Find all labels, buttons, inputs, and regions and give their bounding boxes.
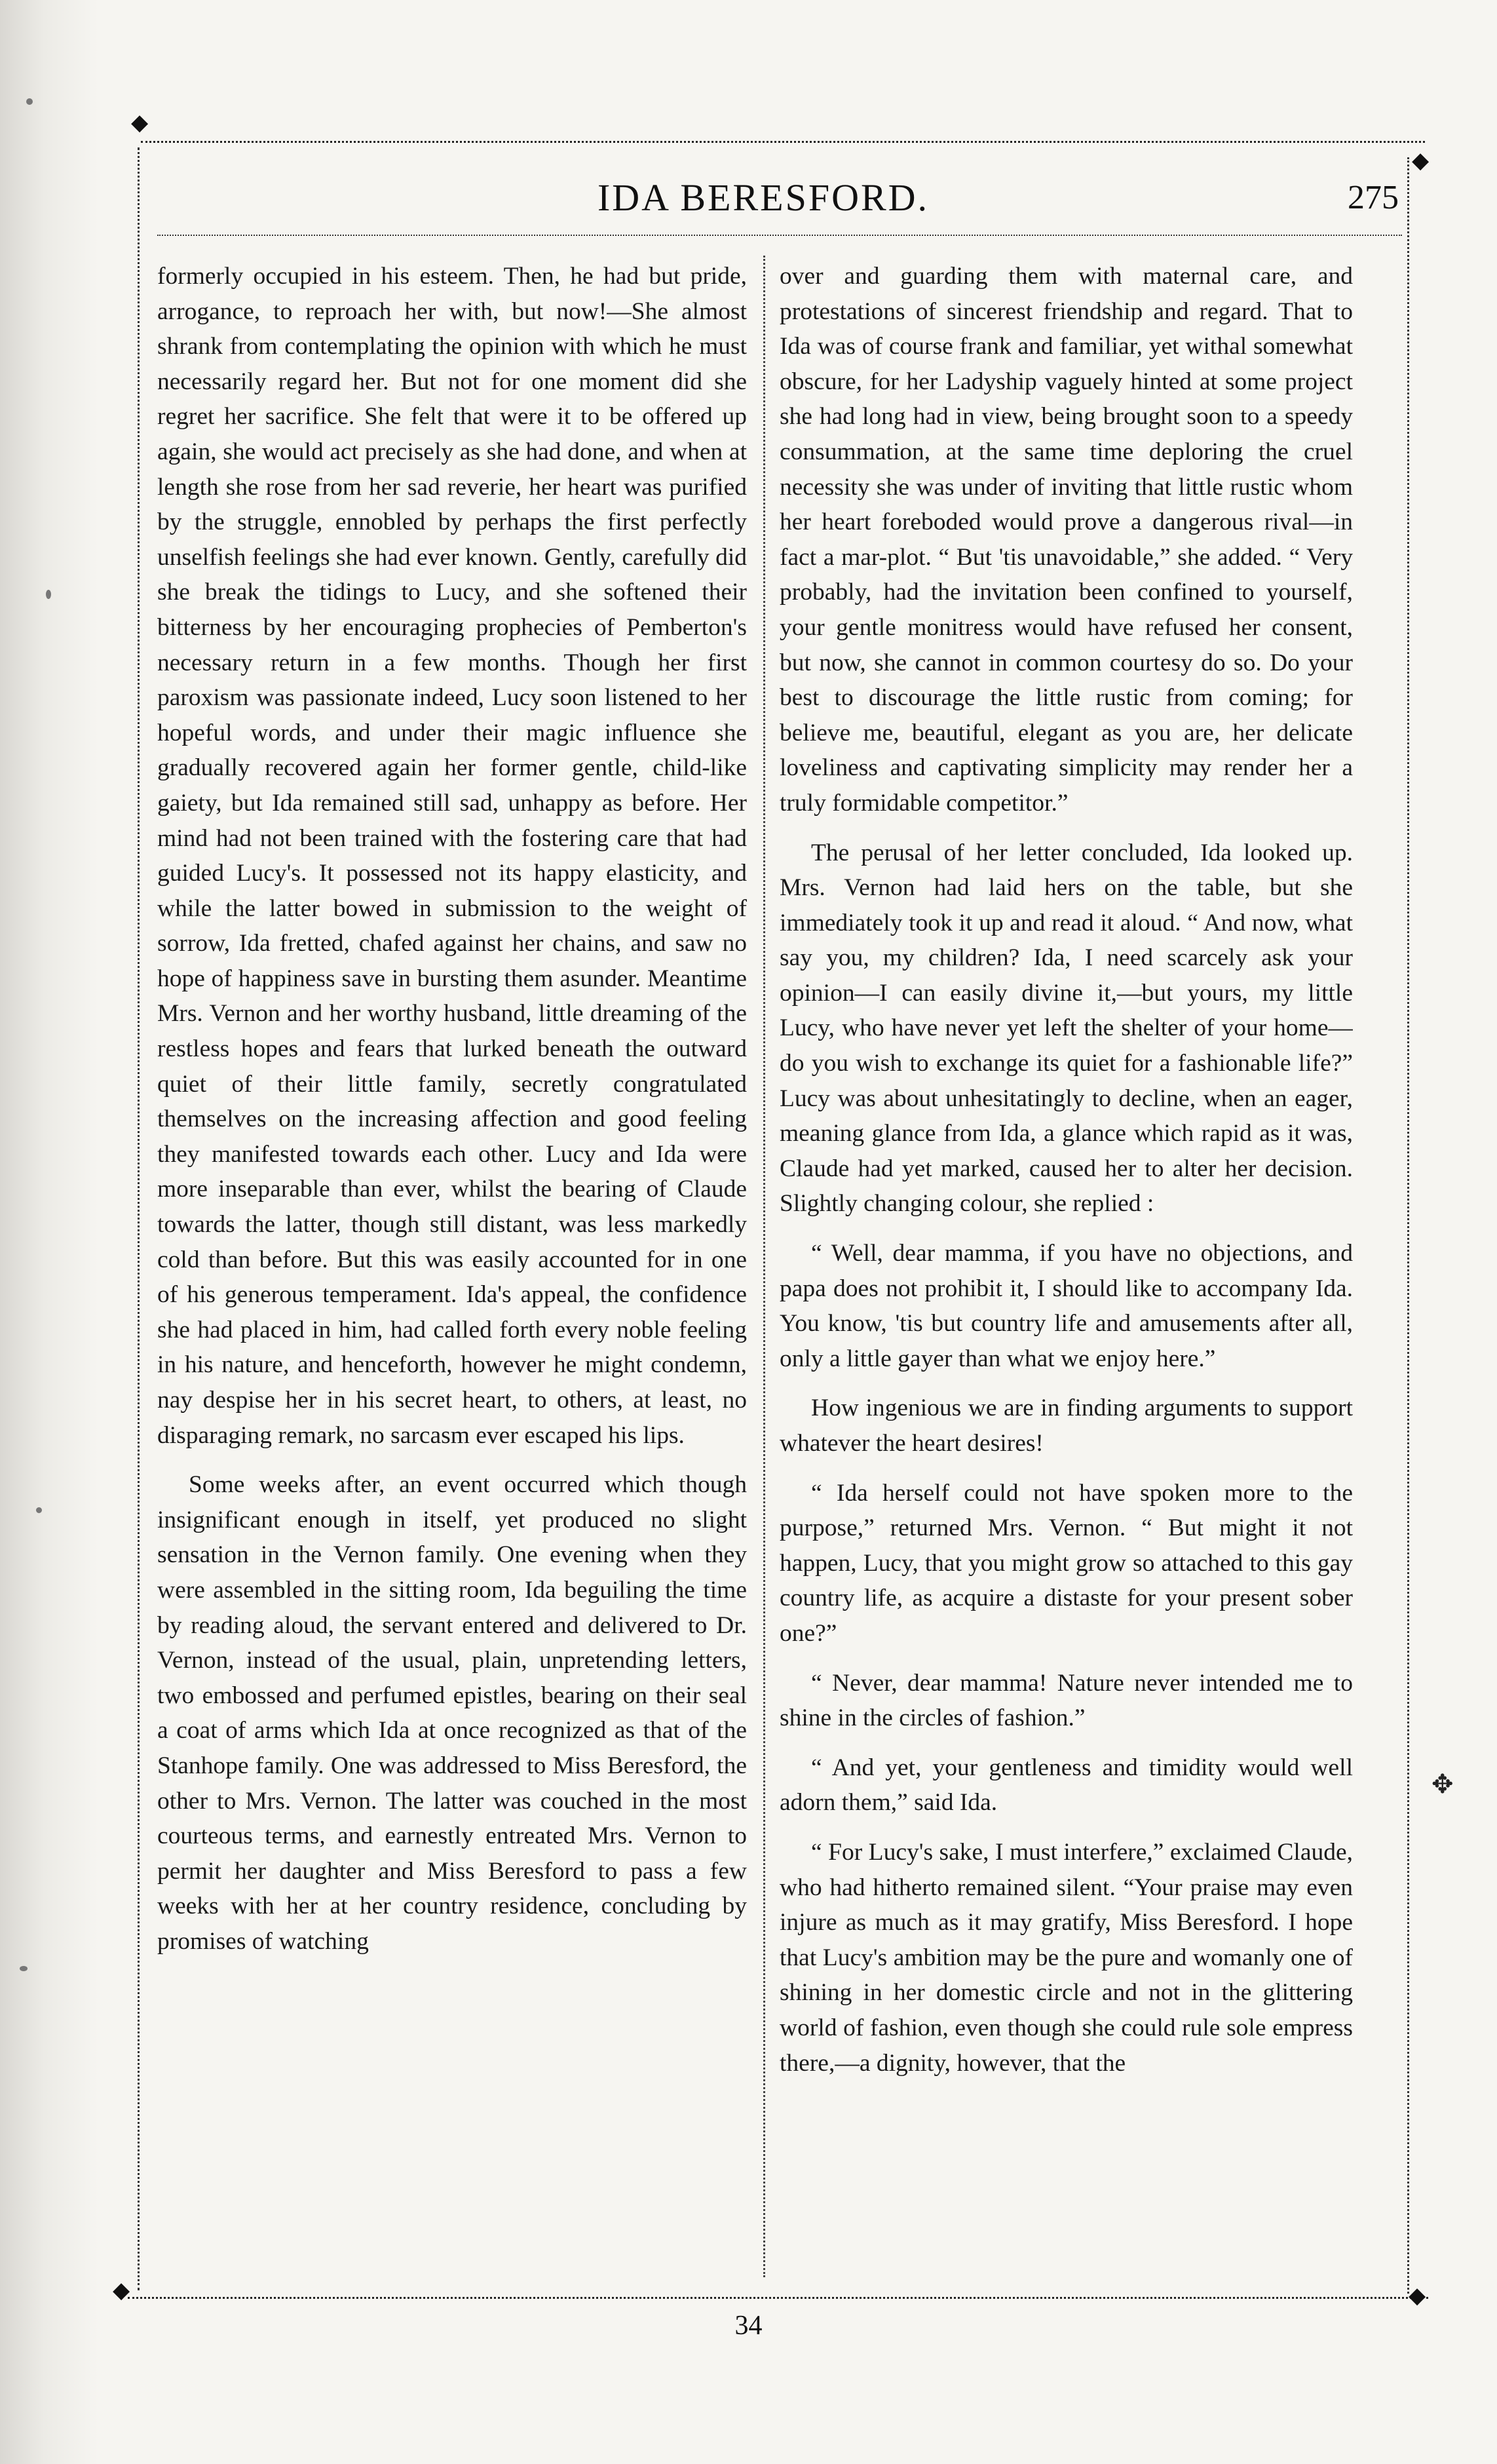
paragraph: “ Never, dear mamma! Nature never intended me to shine in the circles of fashion.” [780, 1669, 1353, 1732]
right-frame-rule [1407, 157, 1409, 2294]
corner-ornament-icon: ◆ [1409, 2282, 1426, 2309]
ink-speck [46, 590, 51, 599]
paragraph: “ And yet, your gentleness and timidity would well adorn them,” said Ida. [780, 1754, 1353, 1817]
header-rule [157, 235, 1402, 236]
paragraph: “ For Lucy's sake, I must interfere,” exclaimed Claude, who had hitherto remained silent. “Your praise may even injure as much as it may gratify, Miss Beresford. I hope that Lucy's ambition may be the pure and womanly one of shining in her domestic circle and not in the glittering world of fashion, even though she could rule sole empress there,—a dignity, however, that the [780, 1838, 1353, 2077]
book-binding-shadow [0, 0, 98, 2464]
top-ornamental-rule [141, 141, 1425, 143]
paragraph: How ingenious we are in finding arguments to support whatever the heart desires! [780, 1395, 1353, 1457]
running-title: IDA BERESFORD. [597, 176, 930, 219]
ink-speck [36, 1507, 42, 1513]
left-frame-rule [138, 147, 140, 2290]
paragraph: Some weeks after, an event occurred which though insignificant enough in itself, yet produced no slight sensation in the Vernon family. One evening when they were assembled in the sitting room, Ida beguiling the time by reading aloud, the servant entered and delivered to Dr. Vernon, instead of the usual, plain, unpretending letters, two embossed and perfumed epistles, bearing on their seal a coat of arms which Ida at once recognized as that of the Stanhope family. One was addressed to Miss Beresford, the other to Mrs. Vernon. The latter was couched in the most courteous terms, and earnestly entreated Mrs. Vernon to permit her daughter and Miss Beresford to pass a few weeks with her at her country residence, concluding by promises of watching [157, 1471, 747, 1955]
signature-mark: 34 [734, 2311, 763, 2341]
paragraph: over and guarding them with maternal care, and protestations of sincerest friendship and regard. That to Ida was of course frank and familiar, yet withal somewhat obscure, for her Ladyship vaguely hinted at some project she had long had in view, being brought soon to a speedy consummation, at the same time deploring the cruel necessity she was under of inviting that little rustic whom her heart foreboded would prove a dangerous rival—in fact a mar-plot. “ But 'tis unavoidable,” she added. “ Very probably, had the invitation been confined to yourself, your gentle monitress would have refused her consent, but now, she cannot in common courtesy do so. Do your best to discourage the little rustic from coming; for believe me, beautiful, elegant as you are, her delicate loveliness and captivating simplicity may render her a truly formidable competitor.” [780, 263, 1353, 817]
paragraph: The perusal of her letter concluded, Ida looked up. Mrs. Vernon had laid hers on the table, but she immediately took it up and read it aloud. “ And now, what say you, my children? Ida, I need scarcely ask your opinion—I can easily divine it,—but yours, my little Lucy, who have never yet left the shelter of your home—do you wish to exchange its quiet for a fashionable life?” Lucy was about unhesitatingly to decline, when an eager, meaning glance from Ida, a glance which rapid as it was, Claude had yet marked, caused her to alter her decision. Slightly changing colour, she replied : [780, 839, 1353, 1218]
corner-ornament-icon: ◆ [1412, 147, 1430, 174]
ink-speck [20, 1966, 28, 1971]
corner-ornament-icon: ◆ [113, 2277, 130, 2303]
left-text-column [157, 259, 747, 2251]
paragraph: “ Well, dear mamma, if you have no objections, and papa does not prohibit it, I should like to accompany Ida. You know, 'tis but country life and amusements after all, only a little gayer than what we enjoy here.” [780, 1240, 1353, 1372]
corner-ornament-icon: ◆ [131, 109, 149, 136]
page-number: 275 [1348, 179, 1399, 216]
margin-ornament-icon: ✥ [1431, 1769, 1454, 1800]
paragraph: formerly occupied in his esteem. Then, he had but pride, arrogance, to reproach her with, but now!—She almost shrank from contemplating the opinion with which he must necessarily regard her. But not for one moment did she regret her sacrifice. She felt that were it to be offered up again, she would act precisely as she had done, and when at length she rose from her sad reverie, her heart was purified by the struggle, ennobled by perhaps the first perfectly unselfish feelings she had ever known. Gently, carefully did she break the tidings to Lucy, and she softened their bitterness by her encouraging prophecies of Pemberton's necessary return in a few months. Though her first paroxism was passionate indeed, Lucy soon listened to her hopeful words, and under their magic influence she gradually recovered again her former gentle, child-like gaiety, but Ida remained still sad, unhappy as before. Her mind had not been trained with the fostering care that had guided Lucy's. It possessed not its happy elasticity, and while the latter bowed in submission to the weight of sorrow, Ida fretted, chafed against her chains, and saw no hope of happiness save in bursting them asunder. Meantime Mrs. Vernon and her worthy husband, little dreaming of the restless hopes and fears that lurked beneath the outward quiet of their little family, secretly congratulated themselves on the increasing affection and good feeling they manifested towards each other. Lucy and Ida were more inseparable than ever, whilst the bearing of Claude towards the latter, though still distant, was less markedly cold than before. But this was easily accounted for in one of his generous temperament. Ida's appeal, the confidence she had placed in him, had called forth every noble feeling in his nature, and henceforth, however he might condemn, nay despise her in his secret heart, to others, at least, no disparaging remark, no sarcasm ever escaped his lips. [157, 263, 747, 1449]
right-text-column [780, 259, 1353, 2251]
ink-speck [26, 98, 33, 105]
column-divider [763, 256, 765, 2277]
paragraph: “ Ida herself could not have spoken more to the purpose,” returned Mrs. Vernon. “ But might it not happen, Lucy, that you might grow so attached to this gay country life, as acquire a distaste for your present sober one?” [780, 1479, 1353, 1647]
bottom-ornamental-rule [128, 2297, 1428, 2299]
